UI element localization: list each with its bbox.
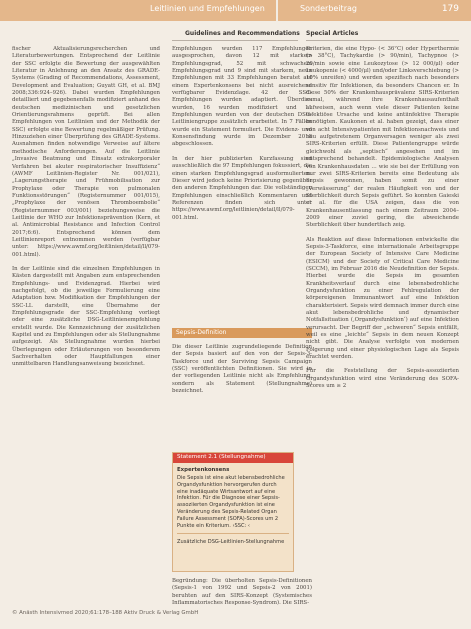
paragraph: Kriterien, die eine Hypo- (< 36°C) oder Hyperthermie (> 38°C), Tachykardie (> 90/min), Tachypnoe (> 20/min sowie eine Leukozytose (> 12 000/μl) oder Leukopenie (< 4000/μl) und/oder Linksverschiebung (> 10% unreifen) und werden spezifisch nach besonders sensitiv für Infektionen, da besonders Chancen er. In diese 50% der Krankenhausprävalenz SIRS-Kriterien zumal, während ihre Krankenhausaufenthalt aufweisen, auch wenn viele dieser Patienten keine infektiöse Ursache und keine antiinfektive Therapie benötigten. Kaukonen et al. haben gezeigt, dass einer von acht Intensivpatienten mit Infektionsnachweis und neu aufgetretenem Organversagen weniger als zwei SIRS-Kriterien erfüllt. Diese Patientengruppe würde gleichwohl als „septisch“ angesehen und im entsprechend behandelt. Epidemiologische Analysen von Krankenhausdaten … wie sie bei der Erfüllung von nur zwei SIRS-Kriterien bereits eine Bedeutung als Sepsis gewonnen, haben somit zu einer „Verwässerung“ der realen Häufigkeit von und der Sterblichkeit durch Sepsis geführt. So konnten Gaieski et al. für die USA zeigen, dass die von Krankenhausentlassung nach einem Zeitraum 2004–2009 einer zuviel gering, die abweichende Sterblichkeit über hundertfach zeig. xyxy=(306,46,459,229)
header-title: Leitlinien und Empfehlungen xyxy=(150,4,265,13)
column-middle-bottom xyxy=(172,578,312,608)
column-right xyxy=(306,46,459,606)
section-heading: Sepsis-Definition xyxy=(176,329,227,336)
column-middle-lower xyxy=(172,344,312,446)
paragraph: Für die Feststellung der Sepsis-assoziierten Organdysfunktion wird eine Veränderung des SOFA-Scores um ≥ 2 xyxy=(306,368,459,390)
paragraph: Die dieser Leitlinie zugrundeliegende Definition der Sepsis basiert auf den von der Sepsis-3-Taskforce und der Surviving Sepsis Campaign (SSC) veröffentlichten Definitionen. Sie wird in der vorliegenden Leitlinie nicht als Empfehlung, sondern als Statement (Stellungnahme) bezeichnet. xyxy=(172,344,312,395)
paragraph: Begründung: Die überholten Sepsis-Definitionen (Sepsis-1 von 1992 und Sepsis-2 von 2001) beruhten auf den SIRS-Konzept (Systemisches Inflammatorisches Response-Syndrom). Die SIRS- xyxy=(172,578,312,607)
column-left xyxy=(12,46,160,606)
statement-box-reference: Zusätzliche DSG-Leitlinien-Stellungnahme xyxy=(177,539,285,545)
statement-box-subheading: Expertenkonsens xyxy=(177,467,230,473)
header-section-label: Sonderbeitrag xyxy=(300,4,357,13)
footer-citation: © Anästh Intensivmed 2020;61:178–188 Aktiv Druck & Verlag GmbH xyxy=(12,610,199,616)
statement-box-heading-bar xyxy=(173,453,293,463)
statement-box xyxy=(172,452,294,572)
section-heading-bar xyxy=(172,328,312,338)
page-number: 179 xyxy=(441,4,459,14)
paragraph: Empfehlungen wurden 117 Empfehlungen ausgesprochen, davon 12 mit starkem Empfehlungsgrad, 52 mit schwachem Empfehlungsgrad und 9 sind mit starkem, neun Empfehlungen mit 33 Empfehlungen beratet auf einem Expertenkonsens bei nicht ausreichend verfügbarer Evidenzlage. 42 der SSC-Empfehlungen wurden adaptiert. Überdies wurden, 16 wurden modifiziert und 11 Empfehlungen wurden von der deutschen DSG-Leitliniengruppe zusätzlich erarbeitet. In 7 Fällen wurde ein Statement formuliert. Die Evidenz- und Konsensfindung wurde im Dezember 2018 abgeschlossen. xyxy=(172,46,312,148)
statement-box-divider xyxy=(177,533,289,534)
subheading-rule-left xyxy=(172,40,298,41)
statement-box-heading: Statement 2.1 (Stellungnahme) xyxy=(177,454,266,460)
paragraph: In der hier publizierten Kurzfassung sind ausschließlich die 97 Empfehlungen fokussiert, die einen starken Empfehlungsgrad ausformulierten. Dieser wird jedoch keine Priorisierung gegenüber den anderen Empfehlungen dar. Die vollständigen Empfehlungen einschließlich Kommentaren und Referenzen finden sich unter https://www.awmf.org/leitlinien/detail/ll/079-001.html. xyxy=(172,155,312,221)
subheading-rule-right xyxy=(306,40,459,41)
paragraph: fischer Aktualisierungsrecherchen und Literaturbewertungen. Entsprechend der Leitlinie der SSC erfolgte die Bewertung der ausgewählten Literatur in Anlehnung an den Ansatz des GRADE-Systems (Grading of Recommendations, Assessment, Development and Evaluation; Guyatt GH, et al. BMJ 2008;336:924–926). Dabei wurden Empfehlungen detailliert und gegebenenfalls modifiziert anhand des deutschen medizinischen und gesetzlichen Orientierungsrahmens geprüft. Bei allen Empfehlungen von Leitlinien und der Methodik der SSC) erfolgte eine Bewertung regelmäßiger Prüfung. Hinzuziehen einer Überprüfung des GRADE-Systems. Ausnahmen finden notwendige Verweise auf ältere methodische Anforderungen. Auf die Leitlinie „Invasive Beatmung und Einsatz extrakorporaler Verfahren bei akuter respiratorischer Insuffizienz“ (AWMF Leitlinien-Register Nr. 001/021), „Lagerungstherapie und Frühmobilisation zur Prophylaxe oder Therapie von pulmonalen Funktionsstörungen“ (Registernummer 001/015), „Prophylaxe der venösen Thromboembolie“ (Registernummer 003/001) beziehungsweise die Leitlinie der WHO zur Infektionsprävention (Kern, et al. Antimicrobial Resistance and Infection Control 2017;6:6). Entsprechend können dem Leitlinienreport entnommen werden (verfügbar unter: https://www.awmf.org/leitlinien/detail/ll/079-001.html). xyxy=(12,46,160,258)
subheading-right: Special Articles xyxy=(306,30,359,37)
header-separator xyxy=(276,0,278,21)
paragraph: In der Leitlinie sind die einzelnen Empfehlungen in Kästen dargestellt mit Angaben zum entsprechenden Empfehlungs- und Evidenzgrad. Hierbei wird nachgefolgt, ob die jeweilige Formulierung eine Adaptation bzw. Modifikation der Empfehlungen der SSC-LL darstellt, eine Übernahme der Empfehlungsgrade der SSC-Empfehlung vorliegt oder eine zusätzliche DSG-Leitlinienempfehlung erstellt wurde. Die Kennzeichnung der zusätzlichen Kapitel und zu Empfehlungen oder als Stellungnahme aufgezeigt. Als Stellungnahme wurden hierbei Überlegungen oder Erläuterungen von besonderem Sachverhalten oder Hauptfallungen einer unmittelbaren Handlungsanweisung bezeichnet. xyxy=(12,265,160,368)
paragraph: Als Reaktion auf diese Informationen entwickelte die Sepsis-3-Taskforce, eine internationale Arbeitsgruppe der European Society of Intensive Care Medicine (ESICM) und der Society of Critical Care Medicine (SCCM), im Februar 2016 die Neudefinition der Sepsis. Hierbei wurde die Sepsis im gesamten Krankheitsverlauf durch eine lebensbedrohliche Organdysfunktion zu einer Fehlregulation der körpereigenen Immunantwort auf eine Infektion charakterisiert. Sepsis wird demnach immer durch eine akut lebensbedrohliche und dynamischer Notfallsituation (‚Organdysfunktion‘) auf eine Infektion verursacht. Der Begriff der „schweren“ Sepsis entfällt, weil es eine „leichte“ Sepsis in dem neuen Konzept nicht gibt. Die Analyse verfolgte von modernen Folgerung und einer physiologischen Lage als Sepsis erachtet werden. xyxy=(306,236,459,361)
column-middle xyxy=(172,46,312,322)
subheading-left: Guidelines and Recommendations xyxy=(185,30,300,37)
statement-box-body: Die Sepsis ist eine akut lebensbedrohliche Organdysfunktion hervorgerufen durch eine inadäquate Wirtsantwort auf eine Infektion. Für die Diagnose einer Sepsis-assoziierten Organdysfunktion ist eine Veränderung des Sepsis-Related Organ Failure Assessment (SOFA)-Scores um 2 Punkte ein Kriterium. ›SSC: ‹ xyxy=(177,475,285,529)
